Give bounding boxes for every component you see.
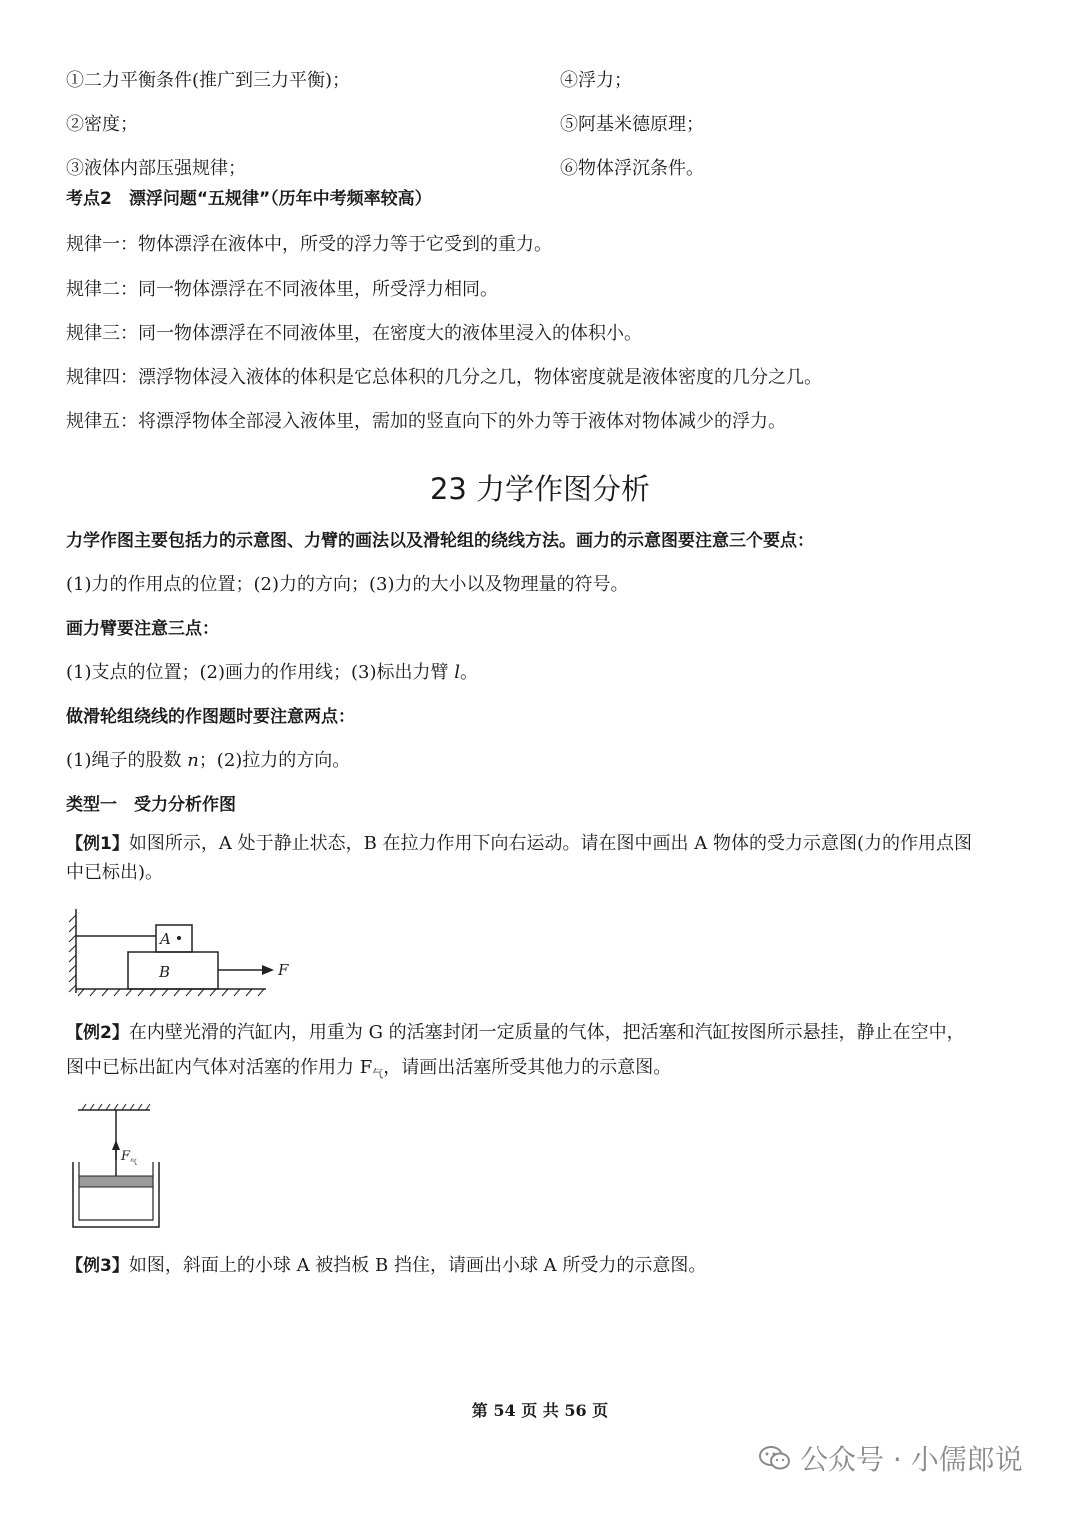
example-2-line1 — [66, 1022, 965, 1044]
pulley-points — [66, 750, 350, 772]
rule-1: 规律一：物体漂浮在液体中，所受的浮力等于它受到的重力。 — [66, 234, 552, 255]
example-1-line1 — [66, 833, 972, 855]
example-2-text2: 图中已标出缸内气体对活塞的作用力 F — [66, 1057, 373, 1078]
rule-2: 规律二：同一物体漂浮在不同液体里，所受浮力相同。 — [66, 279, 498, 300]
watermark-text: 公众号 · 小儒郎说 — [800, 1443, 1023, 1476]
example-1-text: 如图所示，A 处于静止状态，B 在拉力作用下向右运动。请在图中画出 A 物体的受力示意图(力的作用点图 — [128, 833, 972, 854]
example-1-tag: 【例1】 — [66, 834, 129, 854]
example-2-sub: 气 — [372, 1067, 384, 1081]
arm-symbol: l — [454, 662, 460, 683]
label-f-sub: 气 — [130, 1158, 137, 1166]
pulley-heading: 做滑轮组绕线的作图题时要注意两点： — [66, 707, 355, 727]
page-footer: 第 54 页 共 56 页 — [471, 1401, 609, 1420]
example-2-text: 在内壁光滑的汽缸内，用重为 G 的活塞封闭一定质量的气体，把活塞和汽缸按图所示悬挂，静止在空中， — [128, 1022, 965, 1043]
topic-item-5: ⑤阿基米德原理； — [560, 114, 704, 135]
block-b — [128, 952, 218, 989]
force-points: (1)力的作用点的位置；(2)力的方向；(3)力的大小以及物理量的符号。 — [66, 574, 629, 595]
kaodian2-heading: 考点2 漂浮问题“五规律”（历年中考频率较高） — [66, 189, 432, 209]
topic-item-4: ④浮力； — [560, 70, 632, 91]
piston — [79, 1176, 153, 1187]
rule-4: 规律四：漂浮物体浸入液体的体积是它总体积的几分之几，物体密度就是液体密度的几分之几。 — [66, 367, 822, 388]
section-title: 23 力学作图分析 — [429, 472, 651, 506]
arm-points — [66, 662, 478, 684]
example-3-tag: 【例3】 — [66, 1256, 129, 1276]
action-point — [177, 936, 181, 940]
example-3-text: 如图，斜面上的小球 A 被挡板 B 挡住，请画出小球 A 所受力的示意图。 — [128, 1255, 707, 1276]
example-1-line2: 中已标出)。 — [66, 862, 164, 883]
wechat-icon — [758, 1444, 792, 1472]
label-f-gas: F — [121, 1149, 131, 1164]
arm-heading: 画力臂要注意三点： — [66, 619, 219, 639]
topic-item-1: ①二力平衡条件(推广到三力平衡)； — [66, 70, 351, 91]
example-2-line2 — [66, 1057, 671, 1086]
force-arrow-head — [112, 1140, 120, 1150]
section-intro: 力学作图主要包括力的示意图、力臂的画法以及滑轮组的绕线方法。画力的示意图要注意三个要点： — [66, 531, 814, 551]
ground-hatch — [78, 989, 264, 996]
example-3-line — [66, 1255, 706, 1277]
label-b: B — [159, 963, 171, 981]
topic-item-3: ③液体内部压强规律； — [66, 158, 246, 179]
watermark — [758, 1438, 1023, 1478]
example-2-tag: 【例2】 — [66, 1023, 129, 1043]
pulley-points-end: ；(2)拉力的方向。 — [198, 750, 351, 771]
pulley-points-text: (1)绳子的股数 — [66, 750, 188, 771]
rule-3: 规律三：同一物体漂浮在不同液体里，在密度大的液体里浸入的体积小。 — [66, 323, 642, 344]
topic-item-2: ②密度； — [66, 114, 138, 135]
ceiling-hatch — [82, 1104, 150, 1110]
rule-5: 规律五：将漂浮物体全部浸入液体里，需加的竖直向下的外力等于液体对物体减少的浮力。 — [66, 411, 786, 432]
arm-points-text: (1)支点的位置；(2)画力的作用线；(3)标出力臂 — [66, 662, 455, 683]
arrow-head — [262, 965, 274, 975]
topic-item-6: ⑥物体浮沉条件。 — [560, 158, 704, 179]
wall-hatch — [69, 915, 76, 992]
figure-2 — [66, 1100, 176, 1230]
arm-points-end: 。 — [459, 662, 478, 683]
pulley-symbol: n — [187, 750, 199, 771]
figure-1 — [66, 905, 306, 1000]
label-a: A — [160, 930, 171, 948]
example-2-text3: ，请画出活塞所受其他力的示意图。 — [383, 1057, 672, 1078]
type1-heading: 类型一 受力分析作图 — [66, 795, 236, 815]
label-f: F — [278, 961, 289, 979]
